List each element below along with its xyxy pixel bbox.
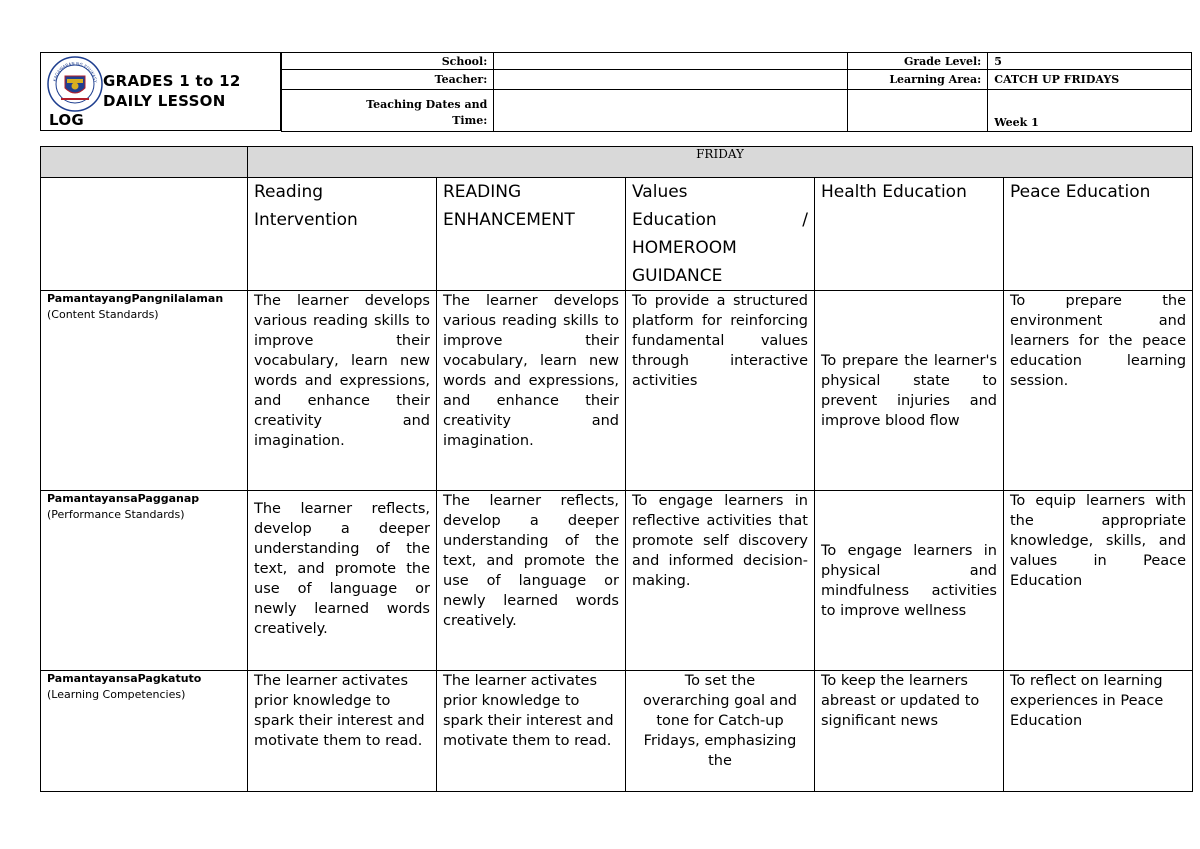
subject-peace-education [1004,178,1193,291]
performance-cell-peace-education: To equip learners with the appropriate knowledge, skills, and values in Peace Education [1004,491,1193,671]
competency-cell-values-education: To set the overarching goal and tone for Catch-up Fridays, emphasizing the [626,671,815,792]
competency-cell-peace-education: To reflect on learning experiences in Peace Education [1004,671,1193,792]
subject-line: ENHANCEMENT [443,210,575,230]
learning-area-field[interactable]: CATCH UP FRIDAYS [988,70,1192,90]
row-label-sub: (Performance Standards) [47,508,185,521]
performance-cell-reading-enhancement: The learner reflects, develop a deeper understanding of the text, and promote the use of language or newly learned words creatively. [437,491,626,671]
lesson-plan-table [40,146,1193,792]
log-title-line-3: LOG [49,111,84,129]
subject-line: Reading [254,182,324,202]
blank-header-cell [847,90,988,132]
grade-level-field[interactable]: 5 [988,53,1192,70]
row-label-learning-competencies [41,671,248,792]
logo-title-cell [40,52,281,131]
subject-header-row [41,178,1193,291]
subject-line: Intervention [254,210,358,230]
teacher-label: Teacher: [282,70,494,90]
seal-text [47,56,103,57]
performance-cell-reading-intervention: The learner reflects, develop a deeper understanding of the text, and promote the use of language or newly learned words creatively. [248,491,437,671]
teacher-field[interactable] [494,70,847,90]
week-field[interactable]: Week 1 [988,90,1192,132]
content-cell-reading-intervention: The learner develops various reading skills to improve their vocabulary, learn new words and expressions, and enhance their creativity and imagination. [248,291,437,491]
deped-seal-icon [47,56,103,112]
lesson-log-header [40,52,1192,131]
subject-line: Peace Education [1010,182,1151,202]
competency-cell-health-education: To keep the learners abreast or updated to significant news [815,671,1004,792]
row-label-content-standards [41,291,248,491]
header-info-table [281,52,1192,132]
subject-slash: / [802,210,808,230]
performance-cell-values-education: To engage learners in reflective activities that promote self discovery and informed decision-making. [626,491,815,671]
subject-line: Education [632,210,717,230]
teaching-dates-label [282,90,494,132]
subject-line: Values [632,182,688,202]
content-standards-row [41,291,1193,491]
school-label: School: [282,53,494,70]
subject-values-education [626,178,815,291]
subject-reading-enhancement [437,178,626,291]
teaching-dates-label-line-2: Time: [452,114,488,127]
row-label-main: PamantayangPangnilalaman [47,292,224,305]
competency-cell-reading-intervention: The learner activates prior knowledge to spark their interest and motivate them to read. [248,671,437,792]
content-cell-reading-enhancement: The learner develops various reading skills to improve their vocabulary, learn new words and expressions, and enhance their creativity and imagination. [437,291,626,491]
blank-label-cell [41,178,248,291]
row-label-sub: (Content Standards) [47,308,159,321]
log-title-line-2: DAILY LESSON [103,92,226,110]
row-label-performance-standards [41,491,248,671]
subject-line: READING [443,182,522,202]
teaching-dates-label-line-1: Teaching Dates and [366,98,488,111]
subject-line-with-slash [632,206,808,234]
day-header: FRIDAY [248,147,1193,178]
competency-cell-reading-enhancement: The learner activates prior knowledge to spark their interest and motivate them to read. [437,671,626,792]
grade-level-label: Grade Level: [847,53,988,70]
blank-corner-cell [41,147,248,178]
learning-area-label: Learning Area: [847,70,988,90]
teaching-dates-field[interactable] [494,90,847,132]
log-title-line-1: GRADES 1 to 12 [103,72,241,90]
day-header-row [41,147,1193,178]
row-label-main: PamantayansaPagganap [47,492,200,505]
content-cell-values-education: To provide a structured platform for reinforcing fundamental values through interactive activities [626,291,815,491]
subject-line: GUIDANCE [632,266,723,286]
row-label-main: PamantayansaPagkatuto [47,672,202,685]
subject-line: Health Education [821,182,967,202]
row-label-sub: (Learning Competencies) [47,688,186,701]
performance-cell-health-education: To engage learners in physical and mindfulness activities to improve wellness [815,491,1004,671]
content-cell-health-education: To prepare the learner's physical state to prevent injuries and improve blood flow [815,291,1004,491]
performance-standards-row [41,491,1193,671]
subject-reading-intervention [248,178,437,291]
content-cell-peace-education: To prepare the environment and learners for the peace education learning session. [1004,291,1193,491]
school-field[interactable] [494,53,847,70]
learning-competencies-row [41,671,1193,792]
seal-arc-text: KAGAWARAN NG EDUKASY [52,60,98,83]
subject-line: HOMEROOM [632,238,737,258]
subject-health-education [815,178,1004,291]
